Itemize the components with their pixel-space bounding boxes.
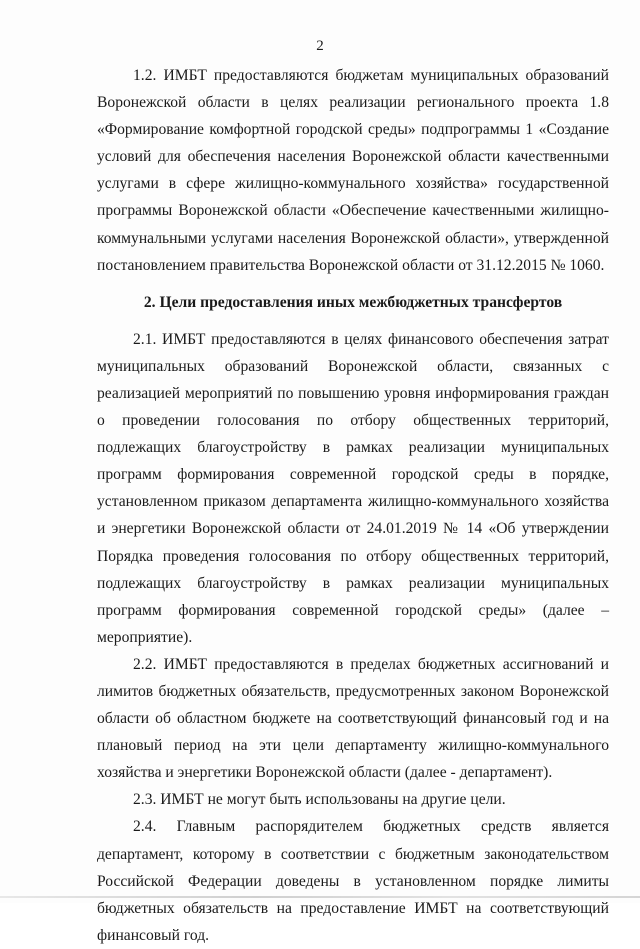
paragraph-2-4: 2.4. Главным распорядителем бюджетных средств является департамент, которому в соответствии с бюджетным законодательством Российской Федерации доведены в установленном порядке лимиты бюджетных обязательств на предоставление ИМБТ на соответствующий финансовый год. <box>97 818 609 944</box>
document-body <box>97 62 609 949</box>
paragraph-1-2: 1.2. ИМБТ предоставляются бюджетам муниципальных образований Воронежской области в целях реализации регионального проекта 1.8 «Формирование комфортной городской среды» подпрограммы 1 «Создание условий для обеспечения населения Воронежской области качественными услугами в сфере жилищно-коммунального хозяйства» государственной программы Воронежской области «Обеспечение качественными жилищно-коммунальными услугами населения Воронежской области», утвержденной постановлением правительства Воронежской области от 31.12.2015 № 1060. <box>97 67 609 274</box>
scan-bottom-edge <box>0 896 640 898</box>
paragraph-2-2: 2.2. ИМБТ предоставляются в пределах бюджетных ассигнований и лимитов бюджетных обязательств, предусмотренных законом Воронежской области об областном бюджете на соответствующий финансовый год и на плановый период на эти цели департаменту жилищно-коммунального хозяйства и энергетики Воронежской области (далее - департамент). <box>97 655 609 782</box>
section-heading: 2. Цели предоставления иных межбюджетных трансфертов <box>143 293 563 311</box>
paragraph-2-3: 2.3. ИМБТ не могут быть использованы на другие цели. <box>133 791 506 809</box>
paragraph-2-1: 2.1. ИМБТ предоставляются в целях финансового обеспечения затрат муниципальных образований Воронежской области, связанных с реализацией мероприятий по повышению уровня информирования граждан о проведении голосования по отбору общественных территорий, подлежащих благоустройству в рамках реализации муниципальных программ формирования современной городской среды в порядке, установленном приказом департамента жилищно-коммунального хозяйства и энергетики Воронежской области от 24.01.2019 № 14 «Об утверждении Порядка проведения голосования по отбору общественных территорий, подлежащих благоустройству в рамках реализации муниципальных программ формирования современной городской среды» (далее – мероприятие). <box>97 330 609 646</box>
page-number: 2 <box>316 38 324 54</box>
